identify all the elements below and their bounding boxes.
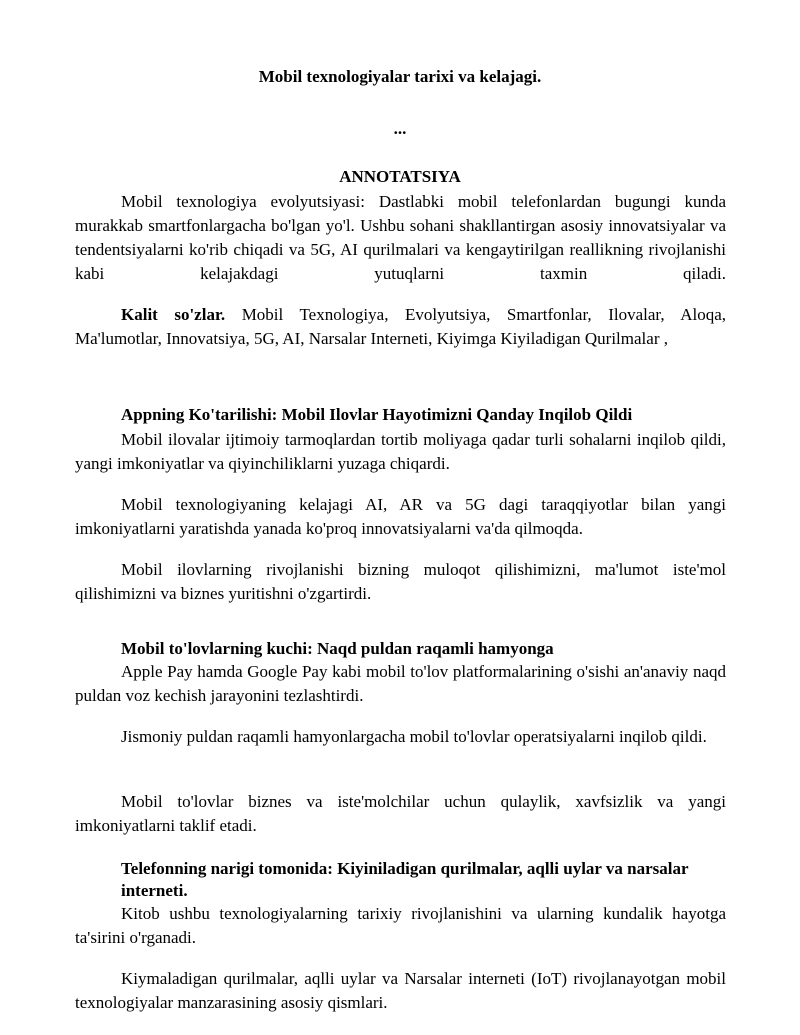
document-title: Mobil texnologiyalar tarixi va kelajagi. <box>258 67 542 86</box>
section-paragraph: Mobil ilovlarning rivojlanishi bizning muloqot qilishimizni, ma'lumot iste'mol qilishimizni va biznes yuritishni o'zgartirdi. <box>75 560 726 603</box>
section-paragraph: Mobil texnologiyaning kelajagi AI, AR va 5G dagi taraqqiyotlar bilan yangi imkoniyatlarni yaratishda yanada ko'proq innovatsiyalarni va'da qilmoqda. <box>75 495 726 538</box>
keywords-paragraph <box>75 303 726 351</box>
keywords-text: Mobil Texnologiya, Evolyutsiya, Smartfonlar, Ilovalar, Aloqa, Ma'lumotlar, Innovatsiya, 5G, AI, Narsalar Interneti, Kiyimga Kiyiladigan Qurilmalar , <box>75 305 726 348</box>
section-heading: Appning Ko'tarilishi: Mobil Ilovlar Hayotimizni Qanday Inqilob Qildi <box>121 405 633 424</box>
section-paragraph: Jismoniy puldan raqamli hamyonlargacha mobil to'lovlar operatsiyalarni inqilob qildi. <box>121 727 707 746</box>
keywords-label: Kalit so'zlar. <box>121 305 226 324</box>
title-ellipsis: ... <box>393 119 407 138</box>
section-paragraph: Kitob ushbu texnologiyalarning tarixiy rivojlanishini va ularning kundalik hayotga ta'sirini o'rganadi. <box>75 904 726 947</box>
section-heading: Mobil to'lovlarning kuchi: Naqd puldan raqamli hamyonga <box>121 639 554 658</box>
annotation-heading: ANNOTATSIYA <box>339 167 461 186</box>
annotation-paragraph: Mobil texnologiya evolyutsiyasi: Dastlabki mobil telefonlardan bugungi kunda murakkab smartfonlargacha bo'lgan yo'l. Ushbu sohani shakllantirgan asosiy innovatsiyalar va tendentsiyalarni ko'rib chiqadi va 5G, AI qurilmalari va kengaytirilgan reallikning rivojlanishi kabi kelajakdagi yutuqlarni taxmin qiladi. <box>75 192 726 283</box>
section-paragraph: Kiymaladigan qurilmalar, aqlli uylar va Narsalar interneti (IoT) rivojlanayotgan mobil texnologiyalar manzarasining asosiy qismlari. <box>75 969 726 1012</box>
section-paragraph: Mobil to'lovlar biznes va iste'molchilar uchun qulaylik, xavfsizlik va yangi imkoniyatlarni taklif etadi. <box>75 792 726 835</box>
section-paragraph: Mobil ilovalar ijtimoiy tarmoqlardan tortib moliyaga qadar turli sohalarni inqilob qildi, yangi imkoniyatlar va qiyinchiliklarni yuzaga chiqardi. <box>75 430 726 473</box>
section-paragraph: Apple Pay hamda Google Pay kabi mobil to'lov platformalarining o'sishi an'anaviy naqd puldan voz kechish jarayonini tezlashtirdi. <box>75 662 726 705</box>
section-heading: Telefonning narigi tomonida: Kiyiniladigan qurilmalar, aqlli uylar va narsalar interneti. <box>121 859 689 900</box>
